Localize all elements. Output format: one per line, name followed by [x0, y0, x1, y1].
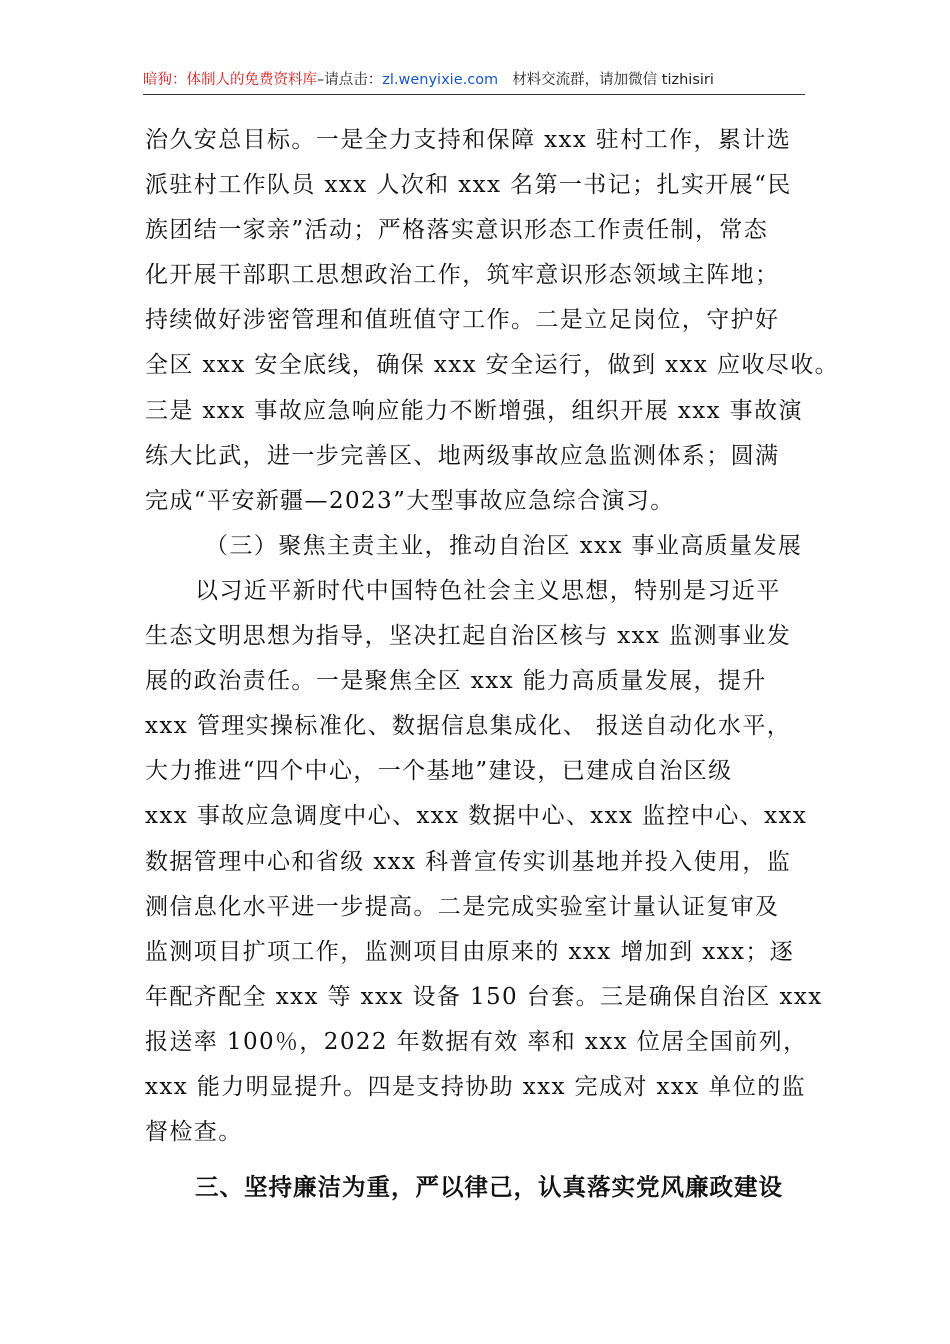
- header-prompt: –请点击：: [317, 72, 383, 88]
- paragraph-line: xxx 管理实操标准化、数据信息集成化、 报送自动化水平，: [145, 713, 792, 740]
- header-brand: 暗狗：体制人的免费资料库: [143, 72, 317, 88]
- paragraph-line: 展的政治责任。一是聚焦全区 xxx 能力高质量发展，提升: [145, 668, 767, 695]
- paragraph-line: 以习近平新时代中国特色社会主义思想，特别是习近平: [195, 577, 781, 604]
- paragraph-line: 监测项目扩项工作，监测项目由原来的 xxx 增加到 xxx；逐: [145, 938, 795, 965]
- header-url-link[interactable]: zl.wenyixie.com: [382, 72, 499, 88]
- paragraph-line: 大力推进“四个中心，一个基地”建设，已建成自治区级: [145, 758, 733, 785]
- header-contact: 材料交流群，请加微信 tizhisiri: [512, 72, 714, 88]
- paragraph-line: 数据管理中心和省级 xxx 科普宣传实训基地并投入使用，监: [145, 848, 792, 875]
- paragraph-line: 测信息化水平进一步提高。二是完成实验室计量认证复审及: [145, 893, 780, 920]
- paragraph-line: 族团结一家亲”活动；严格落实意识形态工作责任制，常态: [145, 217, 769, 244]
- header-divider: [143, 94, 805, 95]
- paragraph-line: 持续做好涉密管理和值班值守工作。二是立足岗位，守护好: [145, 307, 780, 334]
- paragraph-line: 派驻村工作队员 xxx 人次和 xxx 名第一书记；扎实开展“民: [145, 172, 792, 199]
- paragraph-line: 化开展干部职工思想政治工作，筑牢意识形态领域主阵地；: [145, 262, 780, 289]
- paragraph-line: 生态文明思想为指导，坚决扛起自治区核与 xxx 监测事业发: [145, 623, 792, 650]
- paragraph-line: 治久安总目标。一是全力支持和保障 xxx 驻村工作，累计选: [145, 127, 792, 153]
- section-heading: 三、坚持廉洁为重，严以律己，认真落实党风廉政建设: [195, 1173, 783, 1202]
- page-header: [143, 70, 805, 90]
- paragraph-line: 三是 xxx 事故应急响应能力不断增强，组织开展 xxx 事故演: [145, 397, 803, 424]
- paragraph-line: xxx 事故应急调度中心、xxx 数据中心、xxx 监控中心、xxx: [145, 803, 808, 830]
- paragraph-line: xxx 能力明显提升。四是支持协助 xxx 完成对 xxx 单位的监: [145, 1073, 806, 1100]
- document-body: [145, 118, 840, 1210]
- paragraph-line: 练大比武，进一步完善区、地两级事故应急监测体系；圆满: [145, 442, 780, 469]
- paragraph-line: 全区 xxx 安全底线，确保 xxx 安全运行，做到 xxx 应收尽收。: [145, 352, 840, 379]
- paragraph-line: 报送率 100％，2022 年数据有效 率和 xxx 位居全国前列，: [145, 1028, 808, 1055]
- paragraph-line: 督检查。: [145, 1119, 243, 1146]
- subsection-heading: （三）聚焦主责主业，推动自治区 xxx 事业高质量发展: [205, 532, 803, 559]
- paragraph-line: 完成“平安新疆—2023”大型事故应急综合演习。: [145, 487, 675, 514]
- paragraph-line: 年配齐配全 xxx 等 xxx 设备 150 台套。三是确保自治区 xxx: [145, 983, 823, 1010]
